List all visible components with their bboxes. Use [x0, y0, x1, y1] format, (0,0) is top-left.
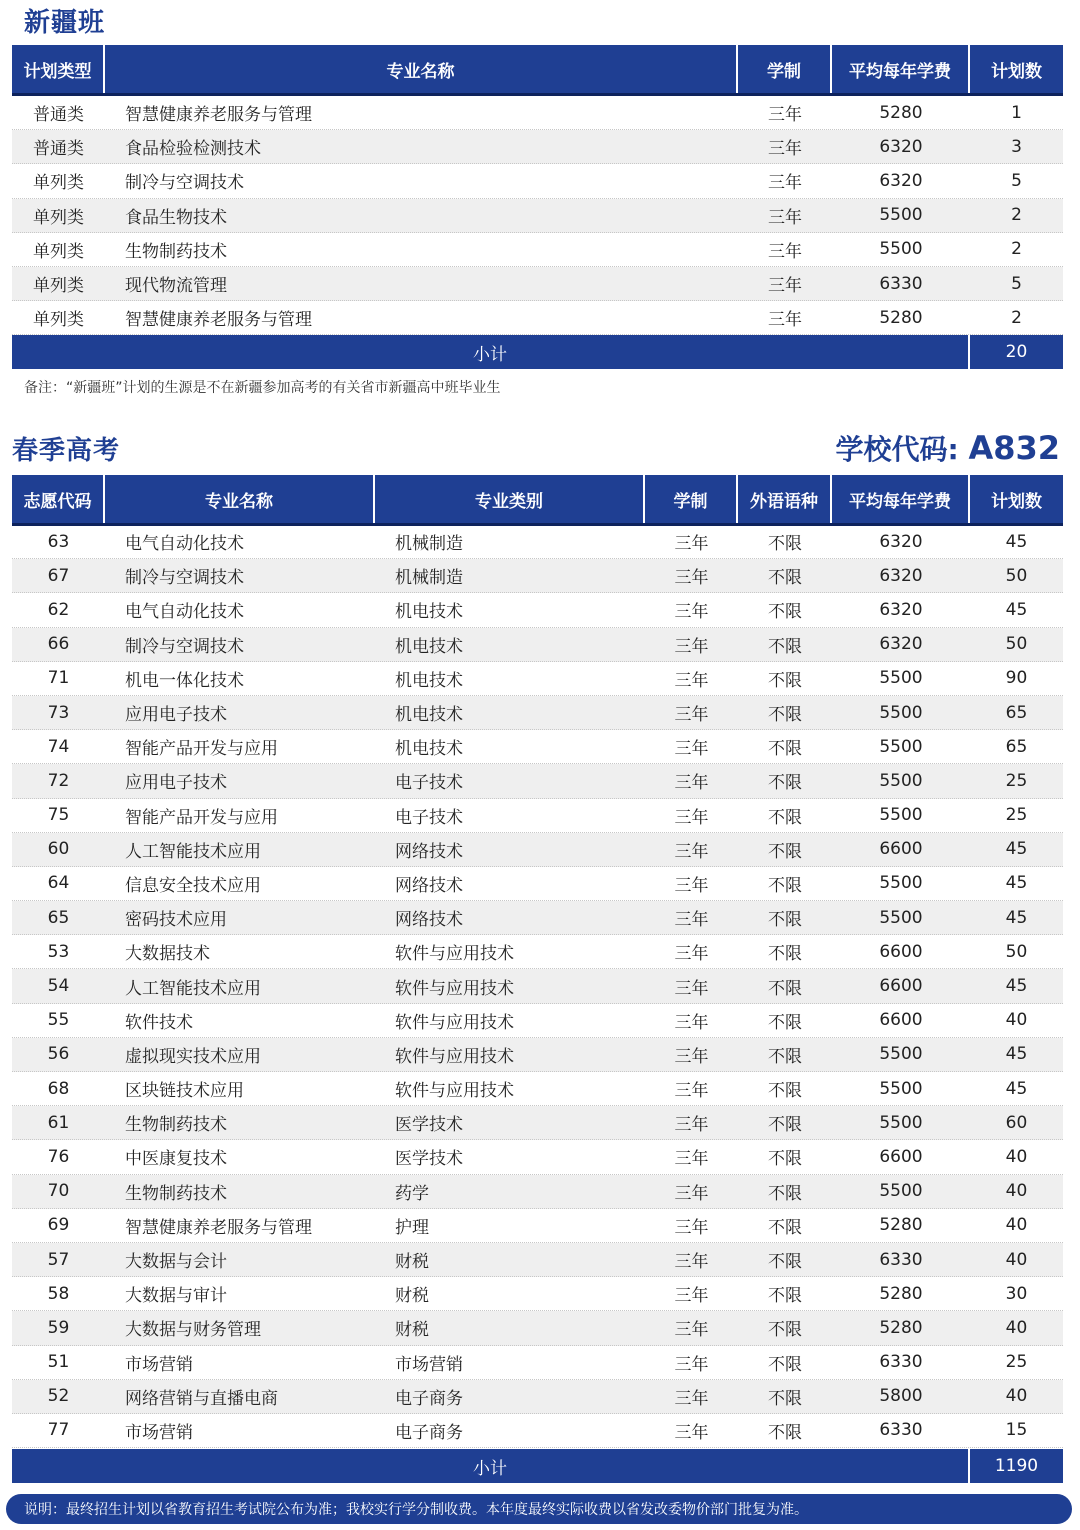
cell-major-category: 软件与应用技术: [395, 944, 514, 965]
cell-duration: 三年: [674, 1081, 709, 1102]
cell-tuition: 6320: [879, 170, 923, 191]
cell-plan-count: 65: [1005, 736, 1028, 757]
cell-duration: 三年: [674, 534, 709, 555]
cell-major-category: 市场营销: [395, 1354, 463, 1375]
cell-duration: 三年: [674, 1149, 709, 1170]
cell-plan-count: 45: [1005, 1078, 1028, 1099]
table-row: [12, 799, 1063, 833]
cell-plan-count: 45: [1005, 839, 1028, 860]
cell-plan-count: 30: [1005, 1283, 1028, 1304]
table-row: [12, 130, 1063, 164]
cell-tuition: 5500: [879, 239, 923, 260]
cell-major-name: 智慧健康养老服务与管理: [125, 105, 312, 126]
section-title-xinjiang: 新疆班: [24, 8, 106, 38]
header-duration: 学制: [738, 45, 832, 93]
cell-duration: 三年: [674, 1252, 709, 1273]
cell-wish-code: 65: [47, 907, 70, 928]
cell-major-name: 智慧健康养老服务与管理: [125, 310, 312, 331]
cell-wish-code: 57: [47, 1249, 70, 1270]
cell-major-name: 制冷与空调技术: [125, 636, 244, 657]
cell-plan-count: 2: [1011, 307, 1022, 328]
table-row: [12, 593, 1063, 627]
table-row: [12, 1243, 1063, 1277]
cell-foreign-language: 不限: [768, 1388, 802, 1409]
cell-foreign-language: 不限: [768, 1354, 802, 1375]
table-row: [12, 233, 1063, 267]
cell-major-name: 食品生物技术: [125, 207, 227, 228]
table-row: [12, 1038, 1063, 1072]
cell-plan-count: 45: [1005, 599, 1028, 620]
cell-major-name: 大数据与财务管理: [125, 1320, 261, 1341]
cell-plan-count: 65: [1005, 702, 1028, 723]
cell-foreign-language: 不限: [768, 1422, 802, 1443]
cell-plan-count: 45: [1005, 1044, 1028, 1065]
table-row: [12, 559, 1063, 593]
cell-tuition: 6600: [879, 976, 923, 997]
cell-major-name: 人工智能技术应用: [125, 841, 261, 862]
cell-major-category: 机械制造: [395, 534, 463, 555]
table-row: [12, 525, 1063, 559]
cell-duration: 三年: [768, 139, 802, 160]
table-row: [12, 1346, 1063, 1380]
cell-major-name: 制冷与空调技术: [125, 173, 244, 194]
cell-tuition: 6600: [879, 1010, 923, 1031]
table-row: [12, 662, 1063, 696]
cell-tuition: 6320: [879, 634, 923, 655]
table-row: [12, 1140, 1063, 1174]
cell-tuition: 6600: [879, 1146, 923, 1167]
cell-plan-type: 单列类: [33, 173, 84, 194]
cell-wish-code: 72: [47, 770, 70, 791]
cell-plan-count: 45: [1005, 907, 1028, 928]
cell-tuition: 5500: [879, 702, 923, 723]
cell-major-name: 大数据技术: [125, 944, 210, 965]
cell-foreign-language: 不限: [768, 875, 802, 896]
cell-major-category: 医学技术: [395, 1149, 463, 1170]
cell-foreign-language: 不限: [768, 670, 802, 691]
subtotal-value: 20: [1005, 342, 1028, 362]
cell-major-name: 智能产品开发与应用: [125, 807, 278, 828]
cell-duration: 三年: [674, 978, 709, 999]
cell-plan-count: 40: [1005, 1215, 1028, 1236]
cell-foreign-language: 不限: [768, 636, 802, 657]
cell-foreign-language: 不限: [768, 1046, 802, 1067]
table-row: [12, 199, 1063, 233]
cell-foreign-language: 不限: [768, 978, 802, 999]
cell-tuition: 5500: [879, 1181, 923, 1202]
cell-tuition: 5800: [879, 1386, 923, 1407]
cell-plan-count: 5: [1011, 170, 1022, 191]
table-row: [12, 1277, 1063, 1311]
cell-plan-count: 40: [1005, 1010, 1028, 1031]
cell-tuition: 5500: [879, 668, 923, 689]
cell-duration: 三年: [674, 1422, 709, 1443]
cell-major-name: 生物制药技术: [125, 241, 227, 262]
cell-wish-code: 58: [47, 1283, 70, 1304]
cell-major-name: 机电一体化技术: [125, 670, 244, 691]
cell-tuition: 5280: [879, 1283, 923, 1304]
cell-major-category: 软件与应用技术: [395, 1081, 514, 1102]
cell-plan-count: 45: [1005, 873, 1028, 894]
cell-plan-type: 单列类: [33, 310, 84, 331]
cell-major-category: 机电技术: [395, 670, 463, 691]
cell-plan-count: 25: [1005, 770, 1028, 791]
school-code: [835, 428, 1060, 468]
cell-major-name: 区块链技术应用: [125, 1081, 244, 1102]
cell-foreign-language: 不限: [768, 1286, 802, 1307]
cell-duration: 三年: [674, 807, 709, 828]
cell-wish-code: 60: [47, 839, 70, 860]
subtotal-label: 小计: [12, 1449, 970, 1483]
cell-duration: 三年: [674, 1046, 709, 1067]
header-foreign-language: 外语语种: [738, 475, 832, 523]
cell-major-category: 机械制造: [395, 568, 463, 589]
cell-tuition: 5500: [879, 805, 923, 826]
cell-foreign-language: 不限: [768, 1012, 802, 1033]
cell-plan-count: 60: [1005, 1112, 1028, 1133]
cell-major-category: 网络技术: [395, 910, 463, 931]
cell-duration: 三年: [674, 1286, 709, 1307]
cell-major-name: 密码技术应用: [125, 910, 227, 931]
header-plan-type: 计划类型: [12, 45, 105, 93]
cell-major-name: 市场营销: [125, 1354, 193, 1375]
table-row: [12, 1380, 1063, 1414]
spring-table-body: [12, 525, 1063, 1448]
cell-foreign-language: 不限: [768, 841, 802, 862]
cell-wish-code: 76: [47, 1146, 70, 1167]
cell-major-name: 虚拟现实技术应用: [125, 1046, 261, 1067]
subtotal-value: 1190: [994, 1456, 1039, 1476]
cell-wish-code: 73: [47, 702, 70, 723]
cell-major-name: 人工智能技术应用: [125, 978, 261, 999]
cell-wish-code: 62: [47, 599, 70, 620]
cell-tuition: 6330: [879, 1352, 923, 1373]
cell-wish-code: 68: [47, 1078, 70, 1099]
cell-major-category: 财税: [395, 1320, 429, 1341]
cell-major-category: 软件与应用技术: [395, 978, 514, 999]
cell-wish-code: 71: [47, 668, 70, 689]
cell-tuition: 5280: [879, 102, 923, 123]
cell-tuition: 5500: [879, 873, 923, 894]
cell-wish-code: 77: [47, 1420, 70, 1441]
cell-duration: 三年: [674, 739, 709, 760]
table-row: [12, 1209, 1063, 1243]
cell-duration: 三年: [674, 1115, 709, 1136]
cell-tuition: 5500: [879, 205, 923, 226]
cell-foreign-language: 不限: [768, 944, 802, 965]
cell-foreign-language: 不限: [768, 568, 802, 589]
cell-duration: 三年: [674, 1217, 709, 1238]
cell-major-category: 护理: [395, 1217, 429, 1238]
cell-wish-code: 66: [47, 634, 70, 655]
cell-tuition: 5500: [879, 1044, 923, 1065]
cell-plan-count: 3: [1011, 136, 1022, 157]
cell-tuition: 6320: [879, 565, 923, 586]
cell-foreign-language: 不限: [768, 1320, 802, 1341]
cell-plan-count: 50: [1005, 565, 1028, 586]
xinjiang-table-header: [12, 45, 1063, 96]
cell-major-category: 机电技术: [395, 739, 463, 760]
cell-duration: 三年: [674, 944, 709, 965]
cell-wish-code: 70: [47, 1181, 70, 1202]
cell-foreign-language: 不限: [768, 705, 802, 726]
cell-tuition: 6320: [879, 531, 923, 552]
cell-wish-code: 69: [47, 1215, 70, 1236]
table-row: [12, 96, 1063, 130]
cell-major-name: 生物制药技术: [125, 1183, 227, 1204]
cell-duration: 三年: [674, 841, 709, 862]
header-major-name: 专业名称: [105, 45, 738, 93]
cell-tuition: 5500: [879, 1078, 923, 1099]
cell-plan-count: 40: [1005, 1181, 1028, 1202]
cell-plan-count: 45: [1005, 976, 1028, 997]
cell-major-category: 机电技术: [395, 705, 463, 726]
cell-wish-code: 59: [47, 1317, 70, 1338]
table-row: [12, 969, 1063, 1003]
cell-major-name: 应用电子技术: [125, 773, 227, 794]
cell-duration: 三年: [674, 1012, 709, 1033]
cell-tuition: 5280: [879, 307, 923, 328]
cell-major-name: 智慧健康养老服务与管理: [125, 1217, 312, 1238]
cell-duration: 三年: [768, 276, 802, 297]
cell-major-category: 电子技术: [395, 807, 463, 828]
table-row: [12, 1004, 1063, 1038]
table-row: [12, 833, 1063, 867]
cell-plan-count: 2: [1011, 205, 1022, 226]
cell-major-category: 财税: [395, 1252, 429, 1273]
cell-foreign-language: 不限: [768, 1217, 802, 1238]
cell-plan-count: 40: [1005, 1146, 1028, 1167]
cell-major-name: 食品检验检测技术: [125, 139, 261, 160]
cell-plan-count: 25: [1005, 1352, 1028, 1373]
table-row: [12, 1311, 1063, 1345]
cell-foreign-language: 不限: [768, 773, 802, 794]
cell-duration: 三年: [674, 602, 709, 623]
cell-foreign-language: 不限: [768, 1081, 802, 1102]
cell-major-name: 应用电子技术: [125, 705, 227, 726]
cell-wish-code: 54: [47, 976, 70, 997]
cell-duration: 三年: [768, 207, 802, 228]
school-code-label: 学校代码:: [835, 433, 959, 466]
cell-major-category: 软件与应用技术: [395, 1012, 514, 1033]
cell-wish-code: 53: [47, 941, 70, 962]
cell-duration: 三年: [674, 705, 709, 726]
cell-foreign-language: 不限: [768, 534, 802, 555]
cell-wish-code: 67: [47, 565, 70, 586]
cell-foreign-language: 不限: [768, 1183, 802, 1204]
cell-tuition: 6330: [879, 1420, 923, 1441]
table-row: [12, 1072, 1063, 1106]
table-row: [12, 267, 1063, 301]
header-tuition: 平均每年学费: [832, 475, 970, 523]
cell-tuition: 6330: [879, 1249, 923, 1270]
cell-plan-count: 5: [1011, 273, 1022, 294]
cell-duration: 三年: [674, 910, 709, 931]
cell-tuition: 5500: [879, 770, 923, 791]
table-row: [12, 696, 1063, 730]
header-duration: 学制: [645, 475, 738, 523]
table-row: [12, 764, 1063, 798]
cell-tuition: 6600: [879, 941, 923, 962]
cell-duration: 三年: [674, 1388, 709, 1409]
xinjiang-table-body: [12, 96, 1063, 335]
cell-wish-code: 64: [47, 873, 70, 894]
cell-duration: 三年: [674, 773, 709, 794]
cell-plan-count: 45: [1005, 531, 1028, 552]
cell-tuition: 6320: [879, 599, 923, 620]
section-title-spring: 春季高考: [12, 436, 121, 466]
cell-plan-count: 1: [1011, 102, 1022, 123]
cell-plan-type: 单列类: [33, 276, 84, 297]
cell-major-category: 电子商务: [395, 1422, 463, 1443]
cell-major-name: 电气自动化技术: [125, 602, 244, 623]
cell-wish-code: 63: [47, 531, 70, 552]
cell-major-category: 机电技术: [395, 636, 463, 657]
cell-major-category: 医学技术: [395, 1115, 463, 1136]
cell-major-name: 电气自动化技术: [125, 534, 244, 555]
cell-plan-count: 50: [1005, 941, 1028, 962]
cell-duration: 三年: [674, 568, 709, 589]
cell-wish-code: 51: [47, 1352, 70, 1373]
table-row: [12, 935, 1063, 969]
cell-tuition: 5500: [879, 1112, 923, 1133]
cell-tuition: 6330: [879, 273, 923, 294]
cell-plan-count: 40: [1005, 1249, 1028, 1270]
header-plan-count: 计划数: [991, 61, 1042, 82]
cell-wish-code: 55: [47, 1010, 70, 1031]
xinjiang-subtotal-row: [12, 335, 1063, 369]
table-row: [12, 301, 1063, 335]
cell-major-category: 网络技术: [395, 875, 463, 896]
table-row: [12, 164, 1063, 198]
cell-plan-count: 2: [1011, 239, 1022, 260]
cell-tuition: 5280: [879, 1215, 923, 1236]
cell-plan-type: 普通类: [33, 105, 84, 126]
cell-foreign-language: 不限: [768, 739, 802, 760]
cell-tuition: 6600: [879, 839, 923, 860]
header-major-category: 专业类别: [375, 475, 645, 523]
cell-major-name: 智能产品开发与应用: [125, 739, 278, 760]
cell-major-name: 大数据与会计: [125, 1252, 227, 1273]
cell-tuition: 6320: [879, 136, 923, 157]
cell-wish-code: 74: [47, 736, 70, 757]
cell-major-name: 市场营销: [125, 1422, 193, 1443]
cell-major-category: 电子商务: [395, 1388, 463, 1409]
cell-major-category: 机电技术: [395, 602, 463, 623]
cell-tuition: 5280: [879, 1317, 923, 1338]
cell-major-name: 制冷与空调技术: [125, 568, 244, 589]
cell-plan-type: 普通类: [33, 139, 84, 160]
cell-plan-count: 25: [1005, 805, 1028, 826]
cell-major-category: 电子技术: [395, 773, 463, 794]
cell-wish-code: 75: [47, 805, 70, 826]
cell-duration: 三年: [768, 173, 802, 194]
spring-subtotal-row: [12, 1449, 1063, 1483]
table-row: [12, 1106, 1063, 1140]
cell-foreign-language: 不限: [768, 1149, 802, 1170]
header-plan-count: 计划数: [991, 491, 1042, 512]
cell-duration: 三年: [674, 1354, 709, 1375]
cell-duration: 三年: [674, 875, 709, 896]
table-row: [12, 867, 1063, 901]
cell-duration: 三年: [768, 310, 802, 331]
cell-duration: 三年: [674, 1183, 709, 1204]
cell-major-category: 财税: [395, 1286, 429, 1307]
xinjiang-note: 备注：“新疆班”计划的生源是不在新疆参加高考的有关省市新疆高中班毕业生: [24, 380, 501, 396]
cell-major-name: 软件技术: [125, 1012, 193, 1033]
cell-tuition: 5500: [879, 907, 923, 928]
cell-plan-count: 40: [1005, 1386, 1028, 1407]
table-row: [12, 730, 1063, 764]
cell-plan-count: 90: [1005, 668, 1028, 689]
cell-foreign-language: 不限: [768, 602, 802, 623]
table-row: [12, 901, 1063, 935]
cell-major-name: 网络营销与直播电商: [125, 1388, 278, 1409]
cell-wish-code: 61: [47, 1112, 70, 1133]
header-tuition: 平均每年学费: [832, 45, 970, 93]
school-code-value: A832: [968, 429, 1060, 467]
subtotal-label: 小计: [12, 335, 970, 369]
cell-plan-count: 40: [1005, 1317, 1028, 1338]
cell-major-name: 中医康复技术: [125, 1149, 227, 1170]
cell-major-name: 现代物流管理: [125, 276, 227, 297]
cell-plan-count: 15: [1005, 1420, 1028, 1441]
cell-tuition: 5500: [879, 736, 923, 757]
cell-major-category: 药学: [395, 1183, 429, 1204]
header-wish-code: 志愿代码: [12, 475, 105, 523]
footer-note: 说明：最终招生计划以省教育招生考试院公布为准；我校实行学分制收费。本年度最终实际收费以省发改委物价部门批复为准。: [6, 1494, 1072, 1524]
table-row: [12, 1414, 1063, 1448]
cell-duration: 三年: [674, 636, 709, 657]
table-row: [12, 1175, 1063, 1209]
cell-foreign-language: 不限: [768, 807, 802, 828]
cell-wish-code: 52: [47, 1386, 70, 1407]
spring-table-header: [12, 475, 1063, 526]
cell-duration: 三年: [674, 670, 709, 691]
cell-plan-count: 50: [1005, 634, 1028, 655]
cell-duration: 三年: [768, 105, 802, 126]
cell-major-category: 网络技术: [395, 841, 463, 862]
table-row: [12, 628, 1063, 662]
cell-wish-code: 56: [47, 1044, 70, 1065]
cell-foreign-language: 不限: [768, 1115, 802, 1136]
cell-major-category: 软件与应用技术: [395, 1046, 514, 1067]
cell-duration: 三年: [674, 1320, 709, 1341]
cell-foreign-language: 不限: [768, 910, 802, 931]
cell-duration: 三年: [768, 241, 802, 262]
header-major-name: 专业名称: [105, 475, 375, 523]
cell-plan-type: 单列类: [33, 207, 84, 228]
cell-foreign-language: 不限: [768, 1252, 802, 1273]
cell-major-name: 信息安全技术应用: [125, 875, 261, 896]
cell-major-name: 生物制药技术: [125, 1115, 227, 1136]
cell-plan-type: 单列类: [33, 241, 84, 262]
cell-major-name: 大数据与审计: [125, 1286, 227, 1307]
